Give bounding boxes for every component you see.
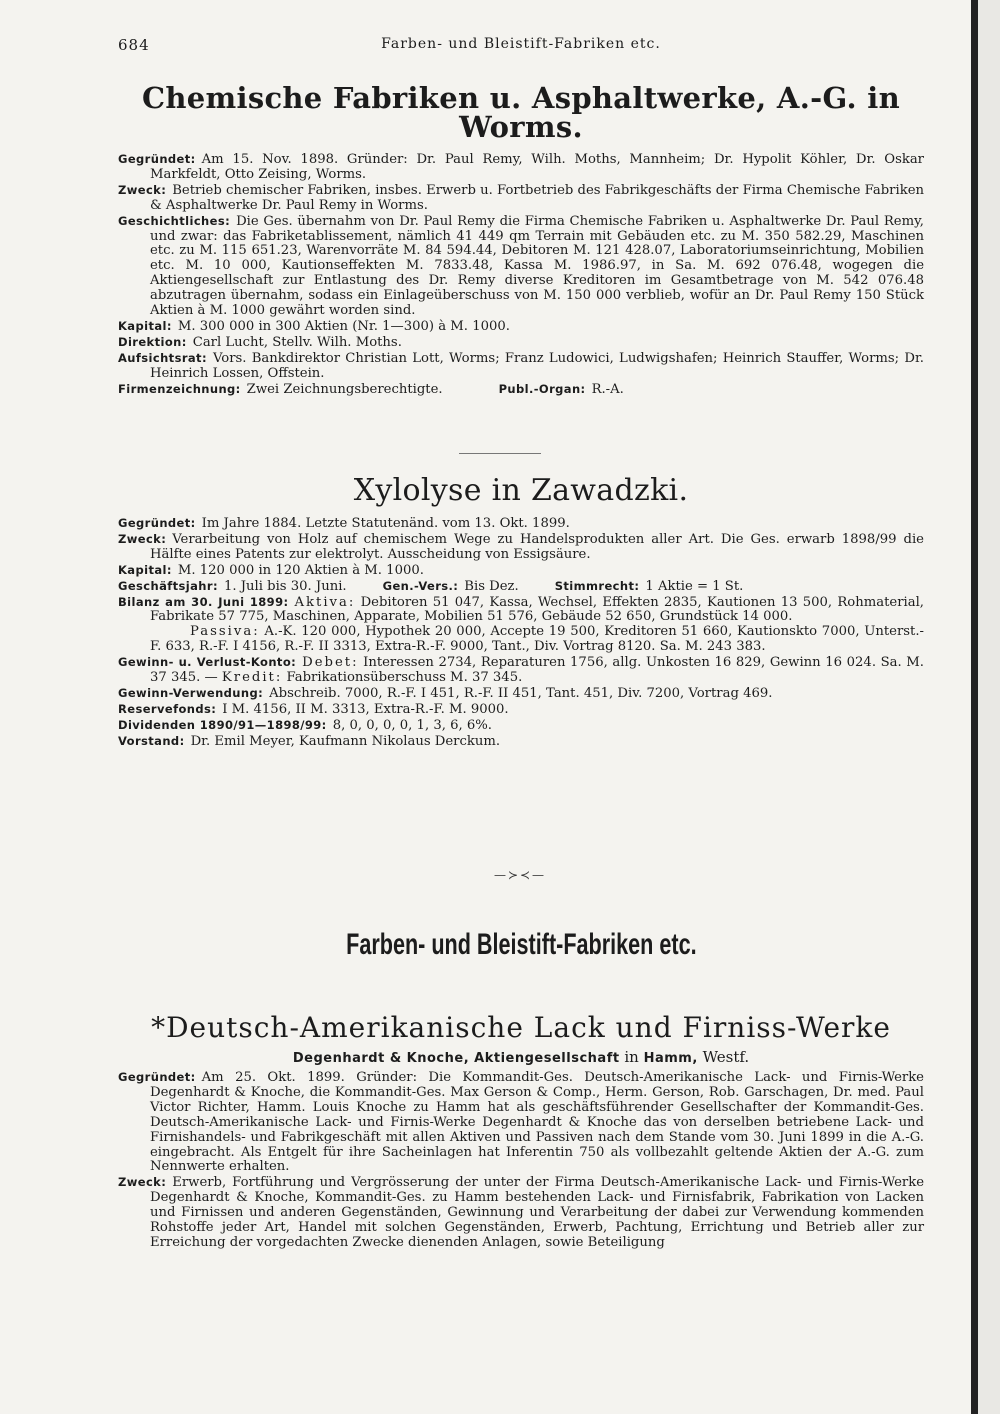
field-zweck xyxy=(118,532,924,563)
field-label: Vorstand: xyxy=(118,733,185,748)
field-bilanz xyxy=(118,595,924,626)
field-text: Verarbeitung von Holz auf chemischem Wege zu Handelsprodukten aller Art. Die Ges. erwarb 1898/99 die Hälfte eines Patents zur elektrolyt. Ausscheidung von Essigsäure. xyxy=(150,531,924,562)
field-text: Vors. Bankdirektor Christian Lott, Worms; Franz Ludowici, Ludwigshafen; Heinrich Stauffer, Worms; Dr. Heinrich Lossen, Offstein. xyxy=(150,350,924,381)
aktiva-label: Aktiva: xyxy=(294,594,356,610)
field-label: Gewinn- u. Verlust-Konto: xyxy=(118,655,297,670)
field-label: Direktion: xyxy=(118,334,187,349)
kredit-label: Kredit: xyxy=(221,670,283,686)
field-gewinn-verlust xyxy=(118,655,924,686)
field-text: R.-A. xyxy=(591,381,624,397)
company-title: Chemische Fabriken u. Asphaltwerke, A.-G. in Worms. xyxy=(142,81,900,144)
field-text: Erwerb, Fortführung und Vergrösserung der unter der Firma Deutsch-Amerikanische Lack- und Firnis-Werke Degenhardt & Knoche, Kommandit-Ges. zu Hamm bestehenden Lack- und Firnisfabrik, Fabrikation von Lacken und Firnissen und anderen Gegenständen, Gewinnung und Verarbeitung der dabei zur Verwendung kommenden Rohstoffe jeder Art, Handel mit solchen Gegenständen, Erwerb, Pachtung, Errichtung und Betrieb aller zur Erreichung der vorgedachten Zwecke dienenden Anlagen, sowie Beteiligung xyxy=(150,1175,924,1250)
field-kapital xyxy=(118,563,924,579)
subtitle-region: Westf. xyxy=(702,1048,750,1066)
field-zweck xyxy=(118,1175,924,1251)
field-label: Gegründet: xyxy=(118,1070,196,1084)
field-text: 8, 0, 0, 0, 0, 1, 3, 6, 6%. xyxy=(332,717,492,733)
field-label: Zweck: xyxy=(118,182,167,197)
subtitle-in: in xyxy=(624,1048,639,1066)
section-title: Farben- und Bleistift-Fabriken etc. xyxy=(345,928,697,961)
field-label: Bilanz am 30. Juni 1899: xyxy=(118,594,289,609)
field-firmenzeichnung xyxy=(118,382,924,398)
field-text: Die Ges. übernahm von Dr. Paul Remy die Firma Chemische Fabriken u. Asphaltwerke Dr. Paul Remy, und zwar: das Fabriketablissement, nämlich 41 449 qm Terrain mit Gebäuden etc. zu M. 350 582.29, Maschinen etc. zu M. 115 651.23, Warenvorräte M. 84 594.44, Debitoren M. 121 428.07, Laboratoriumseinrichtung, Mobilien etc. M. 10 000, Kautionseffekten M. 7833.48, Kassa M. 1986.97, in Sa. M. 692 076.48, wogegen die Aktiengesellschaft zur Entlastung des Dr. Remy diverse Kreditoren im Gesamtbetrage von M. 542 076.48 abzutragen übernahm, sodass ein Einlageüberschuss von M. 150 000 verblieb, wofür an Dr. Paul Remy 150 Stück Aktien à M. 1000 gewährt worden sind. xyxy=(150,213,924,319)
field-label: Geschichtliches: xyxy=(118,213,231,228)
debet-label: Debet: xyxy=(302,655,359,671)
section-divider xyxy=(459,453,541,454)
field-label: Kapital: xyxy=(118,318,172,333)
field-label: Gen.-Vers.: xyxy=(382,578,459,593)
field-gegruendet xyxy=(118,516,924,532)
field-text: Fabrikationsüberschuss M. 37 345. xyxy=(286,670,523,686)
field-dividenden xyxy=(118,718,924,734)
field-text: I M. 4156, II M. 3313, Extra-R.-F. M. 9000. xyxy=(222,701,509,717)
field-text: Dr. Emil Meyer, Kaufmann Nikolaus Derckum. xyxy=(190,733,501,749)
field-label: Publ.-Organ: xyxy=(498,381,586,396)
entry-xylolyse xyxy=(118,473,925,750)
field-label: Geschäftsjahr: xyxy=(118,578,218,593)
field-reservefonds xyxy=(118,702,924,718)
field-text: Bis Dez. xyxy=(464,578,519,594)
field-label: Kapital: xyxy=(118,562,172,577)
field-text: Carl Lucht, Stellv. Wilh. Moths. xyxy=(192,334,402,350)
field-kapital xyxy=(118,319,924,335)
page-header xyxy=(118,36,924,56)
field-label: Stimmrecht: xyxy=(554,578,640,593)
field-text: Am 15. Nov. 1898. Gründer: Dr. Paul Remy, Wilh. Moths, Mannheim; Dr. Hypolit Köhler, Dr. Oskar Markfeldt, Otto Zeising, Worms. xyxy=(150,152,924,182)
field-geschichtliches xyxy=(118,214,924,319)
field-label: Zweck: xyxy=(118,1175,167,1190)
field-text: M. 120 000 in 120 Aktien à M. 1000. xyxy=(177,562,424,578)
running-title: Farben- und Bleistift-Fabriken etc. xyxy=(381,36,661,52)
field-label: Firmenzeichnung: xyxy=(118,381,241,396)
field-gewinn-verwendung xyxy=(118,686,924,702)
field-text: Betrieb chemischer Fabriken, insbes. Erwerb u. Fortbetrieb des Fabrikgeschäfts der Firma Chemische Fabriken & Asphaltwerke Dr. Paul Remy in Worms. xyxy=(150,182,924,213)
company-subtitle xyxy=(118,1048,924,1066)
field-gegruendet xyxy=(118,1070,924,1175)
field-text: Interessen 2734, Reparaturen 1756, allg. Unkosten 16 829, Gewinn 16 024. Sa. M. 37 345. — xyxy=(150,655,925,686)
field-gegruendet xyxy=(118,152,924,183)
entry-chemische-fabriken xyxy=(118,81,924,398)
company-title: *Deutsch-Amerikanische Lack und Firniss-Werke xyxy=(151,1011,891,1044)
field-direktion xyxy=(118,335,924,351)
ornament-divider: —≻≺— xyxy=(493,868,547,882)
field-text: Abschreib. 7000, R.-F. I 451, R.-F. II 451, Tant. 451, Div. 7200, Vortrag 469. xyxy=(269,685,773,701)
field-aufsichtsrat xyxy=(118,351,924,382)
field-zweck xyxy=(118,183,924,214)
field-label: Gegründet: xyxy=(118,152,196,166)
field-passiva xyxy=(118,625,924,655)
field-label: Gegründet: xyxy=(118,516,196,530)
field-vorstand xyxy=(118,734,924,750)
field-label: Aufsichtsrat: xyxy=(118,350,207,365)
field-text: Im Jahre 1884. Letzte Statutenänd. vom 13. Okt. 1899. xyxy=(201,516,570,531)
field-text: Am 25. Okt. 1899. Gründer: Die Kommandit-Ges. Deutsch-Amerikanische Lack- und Firnis-Werke Degenhardt & Knoche, die Kommandit-Ges. Max Gerson & Comp., Herm. Gerson, Rob. Garschagen, Dr. med. Paul Victor Richter, Hamm. Louis Knoche zu Hamm hat als geschäftsführender Gesellschafter der Kommandit-Ges. Deutsch-Amerikanische Lack- und Firnis-Werke Degenhardt & Knoche das von derselben betriebene Lack- und Firnishandels- und Fabrikgeschäft mit allen Aktiven und Passiven nach dem Stande vom 30. Juni 1899 in die A.-G. eingebracht. Als Entgelt für ihre Sacheinlagen hat Inferentin 750 als vollbezahlt geltende Aktien der A.-G. zum Nennwerte erhalten. xyxy=(150,1070,924,1175)
company-title: Xylolyse in Zawadzki. xyxy=(353,473,689,508)
section-heading xyxy=(118,930,924,960)
passiva-label: Passiva: xyxy=(190,624,260,640)
subtitle-place: Hamm, xyxy=(643,1051,698,1066)
field-label: Zweck: xyxy=(118,531,167,546)
field-label: Dividenden 1890/91—1898/99: xyxy=(118,717,327,732)
subtitle-firm: Degenhardt & Knoche, Aktiengesellschaft xyxy=(292,1051,620,1066)
field-label: Gewinn-Verwendung: xyxy=(118,685,264,700)
field-geschaeftsjahr xyxy=(118,579,924,595)
page-edge xyxy=(978,0,1000,1414)
page-number: 684 xyxy=(118,36,150,54)
field-text: M. 300 000 in 300 Aktien (Nr. 1—300) à M. 1000. xyxy=(177,318,510,334)
field-text: 1. Juli bis 30. Juni. xyxy=(223,578,347,594)
field-label: Reservefonds: xyxy=(118,701,217,716)
binding-shadow xyxy=(971,0,978,1414)
field-text: Debitoren 51 047, Kassa, Wechsel, Effekten 2835, Kautionen 13 500, Rohmaterial, Fabrikate 57 775, Maschinen, Apparate, Mobilien 51 576, Gebäude 52 650, Grundstück 14 000. xyxy=(150,594,924,625)
field-text: 1 Aktie = 1 St. xyxy=(645,578,744,594)
field-text: Zwei Zeichnungsberechtigte. xyxy=(246,381,443,397)
entry-deutsch-amerikanische xyxy=(118,1011,924,1251)
field-text: A.-K. 120 000, Hypothek 20 000, Accepte 19 500, Kreditoren 51 660, Kautionskto 7000, Unterst.-F. 633, R.-F. I 4156, R.-F. II 3313, Extra-R.-F. 9000, Tant., Div. Vortrag 8120. Sa. M. 243 383. xyxy=(150,624,924,655)
